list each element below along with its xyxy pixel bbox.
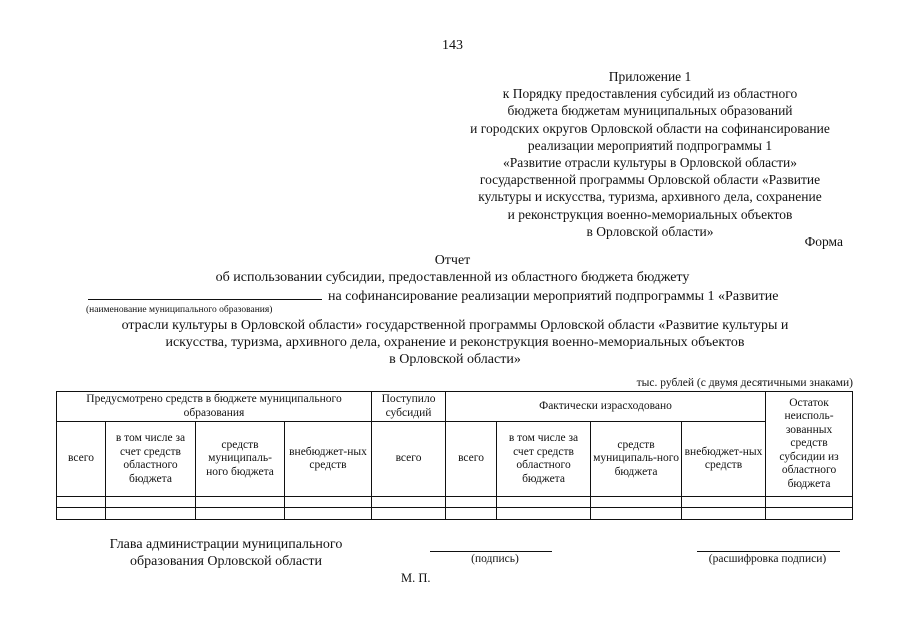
header-spent: Фактически израсходовано bbox=[446, 392, 766, 422]
signature-decoding-caption: (расшифровка подписи) bbox=[708, 553, 827, 565]
table-cell[interactable] bbox=[372, 508, 446, 520]
appendix-line: и реконструкция военно-мемориальных объектов bbox=[507, 206, 793, 222]
appendix-line: в Орловской области» bbox=[586, 223, 714, 239]
table-cell[interactable] bbox=[446, 497, 497, 508]
table-cell[interactable] bbox=[591, 497, 682, 508]
table-cell[interactable] bbox=[57, 508, 106, 520]
stamp-place: М. П. bbox=[401, 571, 431, 585]
signature-line[interactable] bbox=[430, 551, 552, 552]
table-cell[interactable] bbox=[497, 497, 591, 508]
col-planned-regional: в том числе за счет средств областного бюджета bbox=[106, 422, 196, 497]
table-cell[interactable] bbox=[446, 508, 497, 520]
signature-caption: (подпись) bbox=[471, 553, 519, 565]
appendix-line: «Развитие отрасли культуры в Орловской области» bbox=[503, 155, 797, 171]
appendix-line: Приложение 1 bbox=[608, 69, 692, 84]
municipality-blank-field[interactable] bbox=[88, 287, 322, 300]
municipality-hint: (наименование муниципального образования) bbox=[86, 305, 273, 315]
col-planned-extrabudget: внебюджет-ных средств bbox=[285, 422, 372, 497]
table-cell[interactable] bbox=[285, 497, 372, 508]
col-planned-total: всего bbox=[57, 422, 106, 497]
appendix-line: к Порядку предоставления субсидий из областного bbox=[502, 86, 798, 102]
report-title: Отчет bbox=[434, 253, 471, 268]
units-note: тыс. рублей (с двумя десятичными знаками) bbox=[636, 377, 853, 389]
appendix-line: государственной программы Орловской области «Развитие bbox=[479, 172, 821, 188]
table-cell[interactable] bbox=[106, 508, 196, 520]
appendix-line: и городских округов Орловской области на софинансирование bbox=[470, 120, 830, 136]
report-subtitle: об использовании субсидии, предоставленной из областного бюджета бюджету bbox=[215, 270, 690, 285]
signature-decoding-line[interactable] bbox=[697, 551, 840, 552]
table-cell[interactable] bbox=[106, 497, 196, 508]
table-cell[interactable] bbox=[196, 508, 285, 520]
appendix-line: культуры и искусства, туризма, архивного дела, сохранение bbox=[478, 189, 822, 205]
table-cell[interactable] bbox=[372, 497, 446, 508]
table-cell[interactable] bbox=[497, 508, 591, 520]
signatory-line: образования Орловской области bbox=[130, 554, 322, 569]
appendix-header bbox=[430, 68, 870, 240]
table-cell[interactable] bbox=[682, 497, 766, 508]
appendix-line: реализации мероприятий подпрограммы 1 bbox=[527, 137, 773, 153]
table-cell[interactable] bbox=[57, 497, 106, 508]
report-paragraph-line: в Орловской области» bbox=[389, 351, 521, 367]
col-received-total: всего bbox=[372, 422, 446, 497]
report-line3-text: на софинансирование реализации мероприятий подпрограммы 1 «Развитие bbox=[328, 289, 779, 304]
header-balance: Остаток неисполь-зованных средств субсидии из областного бюджета bbox=[766, 392, 853, 497]
table-row bbox=[57, 508, 853, 520]
report-table bbox=[56, 391, 853, 520]
col-planned-municipal: средств муниципаль-ного бюджета bbox=[196, 422, 285, 497]
header-planned: Предусмотрено средств в бюджете муниципального образования bbox=[57, 392, 372, 422]
signatory-position bbox=[96, 536, 356, 570]
table-cell[interactable] bbox=[591, 508, 682, 520]
signatory-line: Глава администрации муниципального bbox=[109, 537, 343, 552]
col-spent-regional: в том числе за счет средств областного бюджета bbox=[497, 422, 591, 497]
report-paragraph bbox=[60, 318, 850, 368]
appendix-line: бюджета бюджетам муниципальных образований bbox=[507, 103, 793, 119]
report-municipality-line bbox=[88, 287, 779, 305]
col-spent-total: всего bbox=[446, 422, 497, 497]
table-cell[interactable] bbox=[766, 508, 853, 520]
table-cell[interactable] bbox=[766, 497, 853, 508]
report-paragraph-line: отрасли культуры в Орловской области» государственной программы Орловской области «Развитие культуры и bbox=[121, 318, 789, 333]
report-paragraph-line: искусства, туризма, архивного дела, охранение и реконструкция военно-мемориальных объектов bbox=[165, 334, 745, 350]
table-row bbox=[57, 497, 853, 508]
col-spent-extrabudget: внебюджет-ных средств bbox=[682, 422, 766, 497]
col-spent-municipal: средств муниципаль-ного бюджета bbox=[591, 422, 682, 497]
header-received: Поступило субсидий bbox=[372, 392, 446, 422]
page-number: 143 bbox=[442, 38, 463, 53]
table-cell[interactable] bbox=[682, 508, 766, 520]
table-cell[interactable] bbox=[196, 497, 285, 508]
table-cell[interactable] bbox=[285, 508, 372, 520]
form-label: Форма bbox=[804, 234, 843, 249]
